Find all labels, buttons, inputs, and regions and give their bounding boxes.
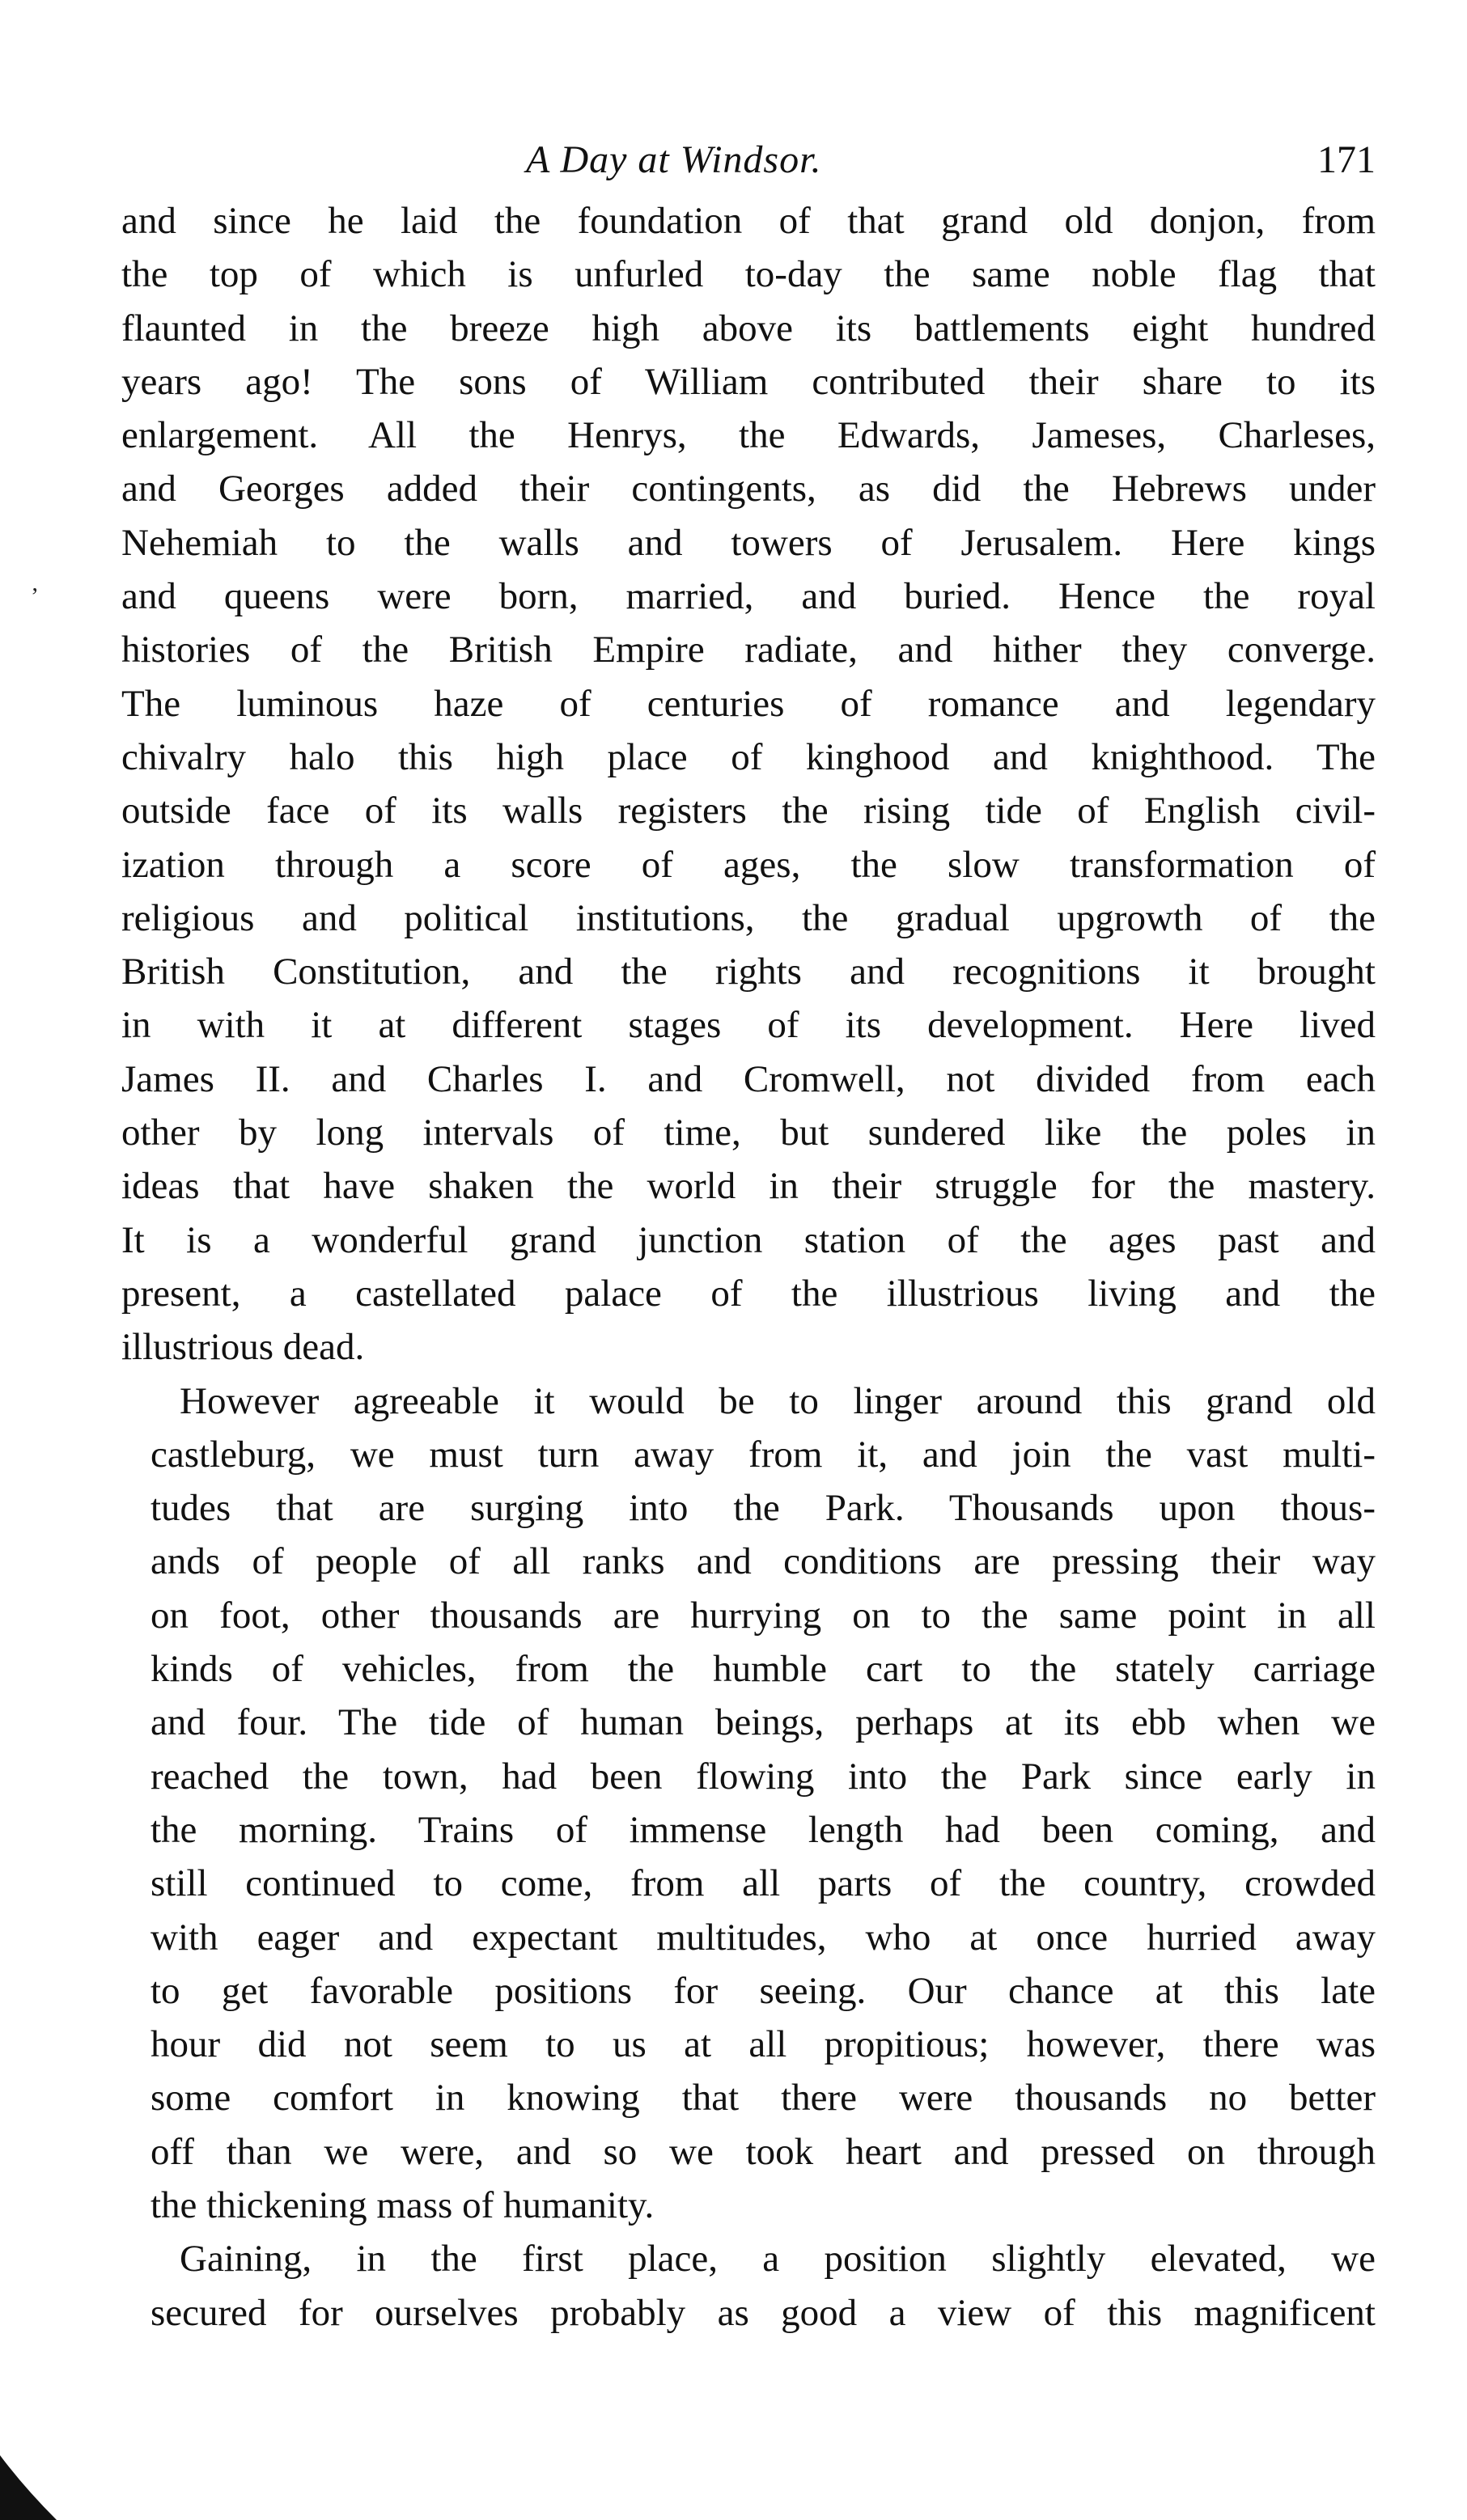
text-line: The luminous haze of centuries of romance and legendary <box>121 682 1376 725</box>
text-line: kinds of vehicles, from the humble cart to the stately carriage <box>151 1648 1376 1691</box>
text-line: years ago! The sons of William contributed their share to its <box>121 360 1376 403</box>
text-line: and queens were born, married, and buried. Hence the royal <box>121 575 1376 618</box>
text-line: and four. The tide of human beings, perhaps at its ebb when we <box>151 1701 1376 1744</box>
running-header <box>113 138 1376 194</box>
text-line: Nehemiah to the walls and towers of Jerusalem. Here kings <box>121 521 1376 564</box>
text-line: hour did not seem to us at all propitious; however, there was <box>151 2023 1376 2066</box>
text-line: with eager and expectant multitudes, who at once hurried away <box>151 1916 1376 1959</box>
text-line: the top of which is unfurled to-day the same noble flag that <box>121 253 1376 296</box>
text-line: However agreeable it would be to linger around this grand old <box>180 1379 1376 1422</box>
paragraph-3 <box>121 2232 1376 2340</box>
text-line: It is a wonderful grand junction station of the ages past and <box>121 1218 1376 1261</box>
text-line: still continued to come, from all parts of the country, crowded <box>151 1862 1376 1905</box>
text-line: illustrious dead. <box>121 1326 365 1369</box>
text-line: British Constitution, and the rights and recognitions it brought <box>121 951 1376 993</box>
text-line: and Georges added their contingents, as did the Hebrews under <box>121 468 1376 510</box>
text-line: secured for ourselves probably as good a view of this magnificent <box>151 2291 1376 2334</box>
text-line: the morning. Trains of immense length had been coming, and <box>151 1808 1376 1851</box>
text-line: to get favorable positions for seeing. Our chance at this late <box>151 1969 1376 2012</box>
text-line: James II. and Charles I. and Cromwell, not divided from each <box>121 1057 1376 1100</box>
text-line: other by long intervals of time, but sundered like the poles in <box>121 1112 1376 1154</box>
page-number: 171 <box>1317 138 1376 181</box>
text-line: the thickening mass of humanity. <box>151 2183 655 2226</box>
text-line: on foot, other thousands are hurrying on to the same point in all <box>151 1594 1376 1637</box>
text-line: and since he laid the foundation of that grand old donjon, from <box>121 200 1376 242</box>
text-line: castleburg, we must turn away from it, and join the vast multi- <box>151 1433 1376 1476</box>
text-line: flaunted in the breeze high above its battlements eight hundred <box>121 307 1376 349</box>
text-line: chivalry halo this high place of kinghood and knighthood. The <box>121 735 1376 778</box>
text-line: ands of people of all ranks and conditions are pressing their way <box>151 1540 1376 1583</box>
page-curl-shadow <box>0 2423 57 2520</box>
text-line: Gaining, in the first place, a position slightly elevated, we <box>180 2238 1376 2281</box>
paragraph-2 <box>121 1374 1376 2233</box>
paragraph-1 <box>121 194 1376 1374</box>
text-line: religious and political institutions, the gradual upgrowth of the <box>121 896 1376 939</box>
body-text <box>121 194 1376 2340</box>
text-line: off than we were, and so we took heart and pressed on through <box>151 2130 1376 2173</box>
text-line: outside face of its walls registers the rising tide of English civil- <box>121 790 1376 832</box>
text-line: ization through a score of ages, the slow transformation of <box>121 843 1376 886</box>
ink-speck: ‚ <box>31 570 39 596</box>
text-line: in with it at different stages of its development. Here lived <box>121 1004 1376 1047</box>
text-line: enlargement. All the Henrys, the Edwards, Jameses, Charleses, <box>121 414 1376 457</box>
text-line: histories of the British Empire radiate, and hither they converge. <box>121 629 1376 671</box>
text-line: present, a castellated palace of the illustrious living and the <box>121 1272 1376 1315</box>
text-line: reached the town, had been flowing into the Park since early in <box>151 1755 1376 1798</box>
text-line: some comfort in knowing that there were thousands no better <box>151 2077 1376 2120</box>
text-line: ideas that have shaken the world in their struggle for the mastery. <box>121 1165 1376 1208</box>
running-title: A Day at Windsor. <box>526 138 822 181</box>
text-line: tudes that are surging into the Park. Thousands upon thous- <box>151 1487 1376 1530</box>
